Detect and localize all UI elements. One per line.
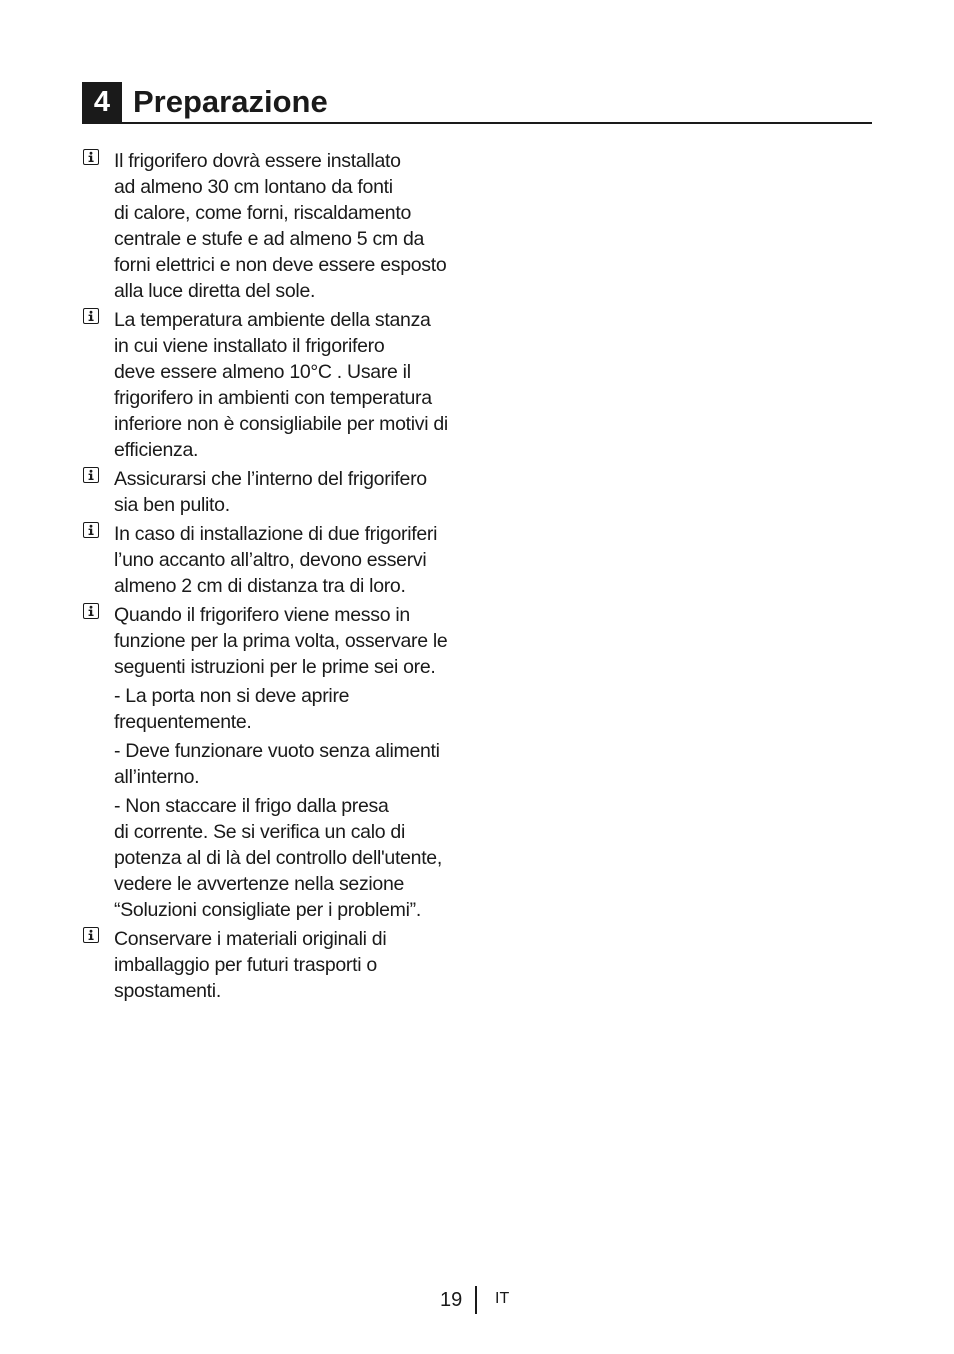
info-icon [83, 308, 99, 324]
language-code: IT [495, 1290, 510, 1307]
info-item [82, 307, 482, 463]
page-title: Preparazione [133, 84, 328, 119]
info-text: - Non staccare il frigo dalla presa di corrente. Se si verifica un calo di potenza al di là del controllo dell'utente, vedere le avvertenze nella sezione “Soluzioni consigliate per i problemi”. [114, 795, 442, 921]
info-text: Il frigorifero dovrà essere installato ad almeno 30 cm lontano da fonti di calore, come forni, riscaldamento centrale e stufe e ad almeno 5 cm da forni elettrici e non deve essere esposto alla luce diretta del sole. [114, 150, 447, 302]
info-text: Quando il frigorifero viene messo in funzione per la prima volta, osservare le seguenti istruzioni per le prime sei ore. [114, 604, 448, 678]
info-icon [83, 467, 99, 483]
page-number: 19 [440, 1289, 463, 1311]
info-list [82, 148, 482, 1007]
info-text: - Deve funzionare vuoto senza alimenti all’interno. [114, 740, 440, 788]
section-header [82, 82, 872, 124]
info-item [82, 466, 482, 518]
info-item [82, 926, 482, 1004]
info-icon [83, 149, 99, 165]
section-number: 4 [82, 82, 122, 122]
info-icon [83, 927, 99, 943]
info-text: - La porta non si deve aprire frequentemente. [114, 685, 350, 733]
info-icon [83, 522, 99, 538]
info-text: La temperatura ambiente della stanza in cui viene installato il frigorifero deve essere almeno 10°C . Usare il frigorifero in ambienti con temperatura inferiore non è consigliabile per motivi di efficienza. [114, 309, 448, 461]
info-text: Assicurarsi che l’interno del frigorifero sia ben pulito. [114, 468, 427, 516]
info-icon [83, 603, 99, 619]
info-text: Conservare i materiali originali di imballaggio per futuri trasporti o spostamenti. [114, 928, 387, 1002]
info-text: In caso di installazione di due frigoriferi l’uno accanto all’altro, devono esservi almeno 2 cm di distanza tra di loro. [114, 523, 438, 597]
footer-divider [475, 1286, 477, 1314]
info-item [82, 148, 482, 304]
info-item [82, 602, 482, 923]
info-item [82, 521, 482, 599]
